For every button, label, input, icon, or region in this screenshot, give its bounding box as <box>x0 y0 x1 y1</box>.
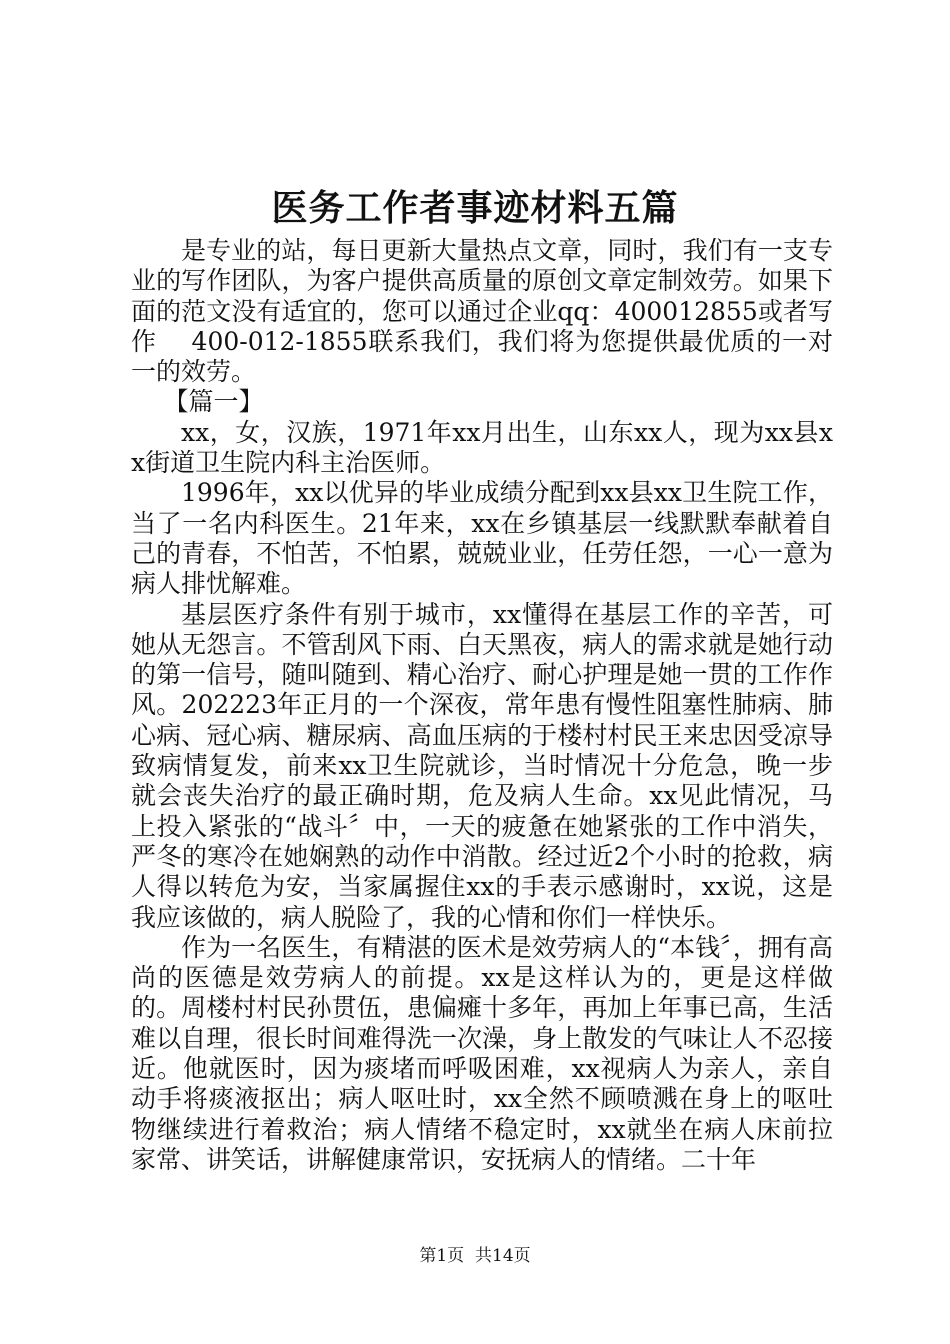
document-title: 医务工作者事迹材料五篇 <box>271 187 679 229</box>
section-heading: 【篇一】 <box>163 387 264 417</box>
intro-paragraph: 是专业的站，每日更新大量热点文章，同时，我们有一支专业的写作团队，为客户提供高质量的原创文章定制效劳。如果下面的范文没有适宜的，您可以通过企业qq：400012855或者写作 400-012-1855联系我们，我们将为您提供最优质的一对一的效劳。 <box>131 236 833 387</box>
body-paragraph: 作为一名医生，有精湛的医术是效劳病人的“本钱〞，拥有高尚的医德是效劳病人的前提。xx是这样认为的，更是这样做的。周楼村村民孙贯伍，患偏瘫十多年，再加上年事已高，生活难以自理，很长时间难得洗一次澡，身上散发的气味让人不忍接近。他就医时，因为痰堵而呼吸困难，xx视病人为亲人，亲自动手将痰液抠出；病人呕吐时，xx全然不顾喷溅在身上的呕吐物继续进行着救治；病人情绪不稳定时，xx就坐在病人床前拉家常、讲笑话，讲解健康常识，安抚病人的情绪。二十年 <box>131 932 833 1174</box>
footer-spacer <box>464 1246 475 1266</box>
body-paragraph: 1996年，xx以优异的毕业成绩分配到xx县xx卫生院工作，当了一名内科医生。21年来，xx在乡镇基层一线默默奉献着自己的青春，不怕苦，不怕累，兢兢业业，任劳任怨，一心一意为病人排忧解难。 <box>131 478 833 599</box>
body-paragraph: 基层医疗条件有别于城市，xx懂得在基层工作的辛苦，可她从无怨言。不管刮风下雨、白天黑夜，病人的需求就是她行动的第一信号，随叫随到、精心治疗、耐心护理是她一贯的工作作风。202223年正月的一个深夜，常年患有慢性阻塞性肺病、肺心病、冠心病、糖尿病、高血压病的于楼村村民王来忠因受凉导致病情复发，前来xx卫生院就诊，当时情况十分危急，晚一步就会丧失治疗的最正确时期，危及病人生命。xx见此情况，马上投入紧张的“战斗〞中，一天的疲惫在她紧张的工作中消失，严冬的寒冷在她娴熟的动作中消散。经过近2个小时的抢救，病人得以转危为安，当家属握住xx的手表示感谢时，xx说，这是我应该做的，病人脱险了，我的心情和你们一样快乐。 <box>131 599 833 932</box>
body-paragraph: xx，女，汉族，1971年xx月出生，山东xx人，现为xx县xx街道卫生院内科主治医师。 <box>131 417 833 478</box>
page-number: 第1页 <box>419 1246 465 1266</box>
document-body <box>131 236 833 1175</box>
page-footer <box>0 1244 950 1268</box>
page-total: 共14页 <box>475 1246 531 1266</box>
